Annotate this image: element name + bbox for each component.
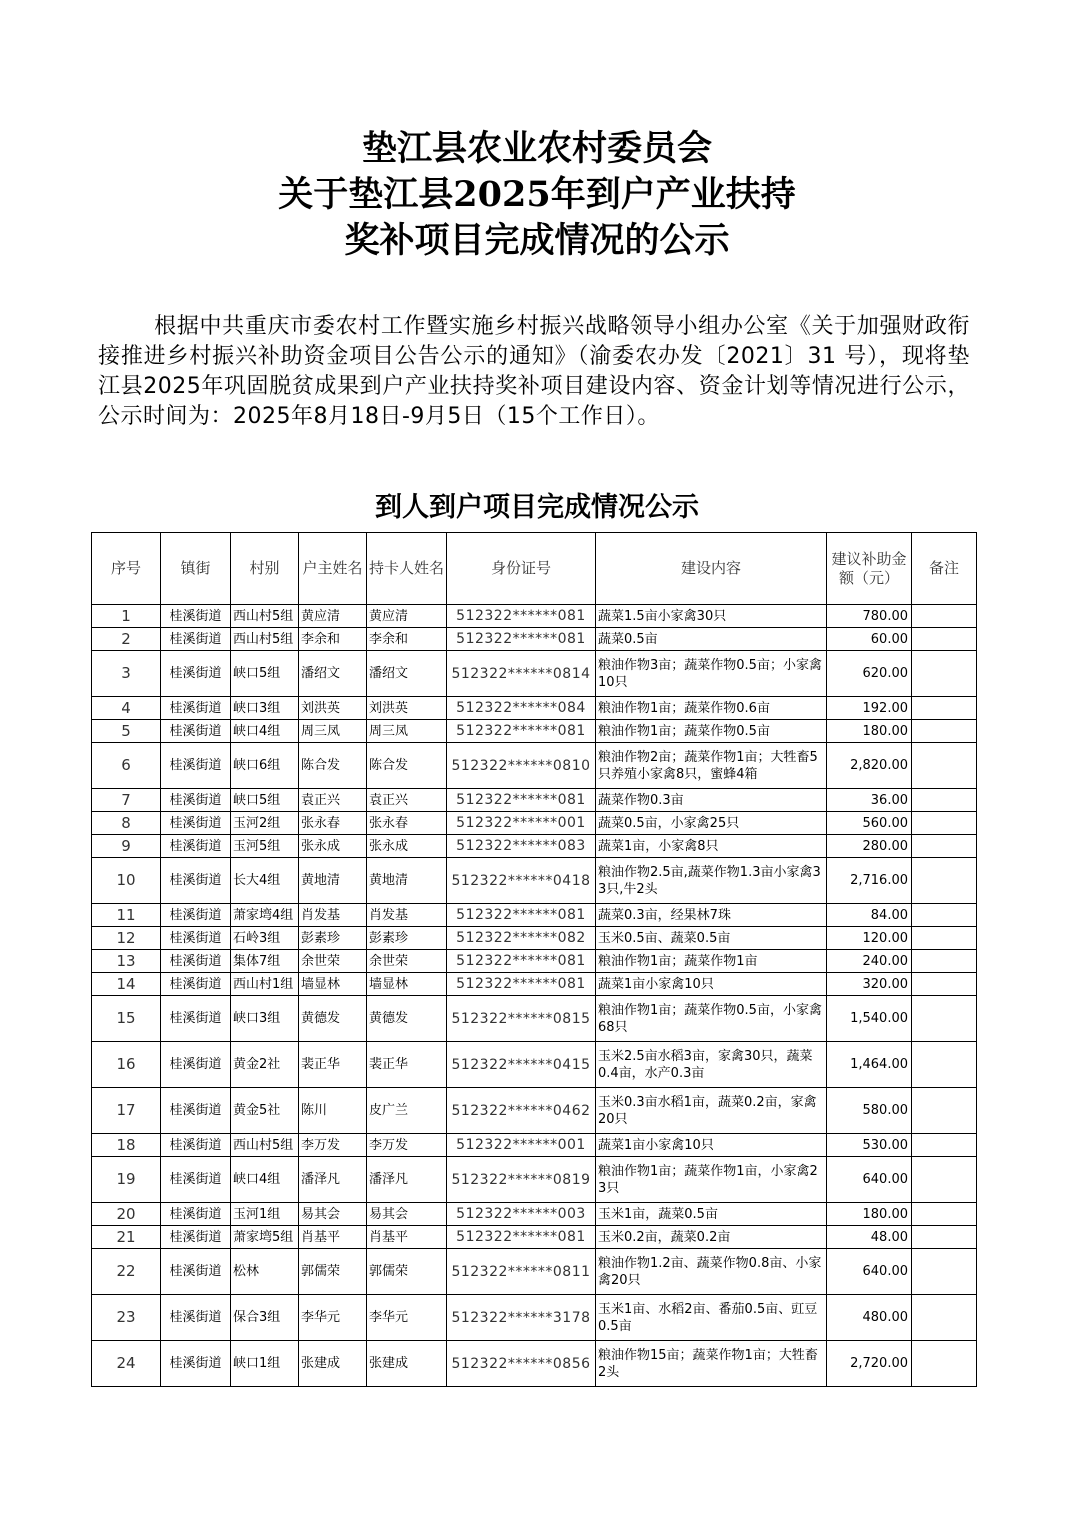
cell-amount: 480.00 — [827, 1295, 912, 1341]
cell-town: 桂溪街道 — [161, 927, 231, 950]
intro-paragraph — [98, 312, 970, 432]
cell-amount: 640.00 — [827, 1157, 912, 1203]
cell-head: 袁正兴 — [299, 789, 367, 812]
cell-id: 512322******0811 — [447, 1249, 596, 1295]
cell-id: 512322******0418 — [447, 858, 596, 904]
cell-town: 桂溪街道 — [161, 720, 231, 743]
cell-seq: 12 — [92, 927, 161, 950]
cell-id: 512322******081 — [447, 720, 596, 743]
cell-amount: 560.00 — [827, 812, 912, 835]
cell-seq: 5 — [92, 720, 161, 743]
cell-content: 粮油作物1亩；蔬菜作物0.5亩 — [596, 720, 827, 743]
cell-village: 峡口4组 — [231, 1157, 299, 1203]
cell-remark — [912, 1226, 977, 1249]
cell-id: 512322******3178 — [447, 1295, 596, 1341]
cell-seq: 13 — [92, 950, 161, 973]
cell-village: 峡口5组 — [231, 789, 299, 812]
cell-head: 李华元 — [299, 1295, 367, 1341]
cell-remark — [912, 996, 977, 1042]
cell-amount: 2,820.00 — [827, 743, 912, 789]
cell-content: 玉米0.2亩，蔬菜0.2亩 — [596, 1226, 827, 1249]
cell-id: 512322******084 — [447, 697, 596, 720]
cell-remark — [912, 1088, 977, 1134]
cell-holder: 裴正华 — [367, 1042, 447, 1088]
cell-village: 峡口4组 — [231, 720, 299, 743]
table-row — [92, 996, 977, 1042]
cell-village: 峡口3组 — [231, 697, 299, 720]
cell-village: 保合3组 — [231, 1295, 299, 1341]
cell-remark — [912, 605, 977, 628]
cell-holder: 黄德发 — [367, 996, 447, 1042]
cell-seq: 1 — [92, 605, 161, 628]
cell-remark — [912, 1203, 977, 1226]
cell-holder: 张永春 — [367, 812, 447, 835]
cell-id: 512322******003 — [447, 1203, 596, 1226]
cell-amount: 48.00 — [827, 1226, 912, 1249]
cell-town: 桂溪街道 — [161, 1134, 231, 1157]
cell-remark — [912, 1134, 977, 1157]
cell-head: 肖基平 — [299, 1226, 367, 1249]
cell-id: 512322******083 — [447, 835, 596, 858]
cell-seq: 9 — [92, 835, 161, 858]
cell-head: 裴正华 — [299, 1042, 367, 1088]
cell-head: 郭儒荣 — [299, 1249, 367, 1295]
cell-head: 易其会 — [299, 1203, 367, 1226]
cell-remark — [912, 1341, 977, 1387]
document-title — [0, 126, 1074, 264]
cell-town: 桂溪街道 — [161, 973, 231, 996]
cell-amount: 240.00 — [827, 950, 912, 973]
cell-holder: 袁正兴 — [367, 789, 447, 812]
cell-remark — [912, 904, 977, 927]
table-row — [92, 1042, 977, 1088]
cell-amount: 780.00 — [827, 605, 912, 628]
cell-holder: 易其会 — [367, 1203, 447, 1226]
cell-amount: 2,716.00 — [827, 858, 912, 904]
table-header-row — [92, 533, 977, 605]
header-holder: 持卡人姓名 — [367, 533, 447, 605]
header-content: 建设内容 — [596, 533, 827, 605]
header-village: 村别 — [231, 533, 299, 605]
cell-seq: 19 — [92, 1157, 161, 1203]
cell-head: 潘绍文 — [299, 651, 367, 697]
cell-seq: 4 — [92, 697, 161, 720]
cell-amount: 180.00 — [827, 720, 912, 743]
cell-holder: 刘洪英 — [367, 697, 447, 720]
cell-holder: 张建成 — [367, 1341, 447, 1387]
table-row — [92, 812, 977, 835]
cell-remark — [912, 1042, 977, 1088]
table-row — [92, 605, 977, 628]
cell-village: 峡口5组 — [231, 651, 299, 697]
cell-remark — [912, 858, 977, 904]
cell-remark — [912, 697, 977, 720]
table-row — [92, 1088, 977, 1134]
table-row — [92, 927, 977, 950]
cell-remark — [912, 973, 977, 996]
cell-id: 512322******0814 — [447, 651, 596, 697]
cell-amount: 192.00 — [827, 697, 912, 720]
cell-town: 桂溪街道 — [161, 812, 231, 835]
title-line-2: 关于垫江县2025年到户产业扶持 — [278, 174, 796, 215]
cell-holder: 墙显林 — [367, 973, 447, 996]
cell-village: 玉河5组 — [231, 835, 299, 858]
cell-amount: 1,464.00 — [827, 1042, 912, 1088]
cell-content: 蔬菜作物0.3亩 — [596, 789, 827, 812]
table-row — [92, 651, 977, 697]
cell-village: 松林 — [231, 1249, 299, 1295]
cell-amount: 60.00 — [827, 628, 912, 651]
cell-head: 张永成 — [299, 835, 367, 858]
cell-id: 512322******081 — [447, 904, 596, 927]
cell-village: 峡口3组 — [231, 996, 299, 1042]
cell-seq: 10 — [92, 858, 161, 904]
table-row — [92, 973, 977, 996]
cell-head: 黄德发 — [299, 996, 367, 1042]
cell-content: 粮油作物1亩；蔬菜作物0.6亩 — [596, 697, 827, 720]
cell-head: 彭素珍 — [299, 927, 367, 950]
cell-content: 粮油作物2.5亩,蔬菜作物1.3亩小家禽33只,牛2头 — [596, 858, 827, 904]
cell-village: 黄金2社 — [231, 1042, 299, 1088]
cell-remark — [912, 628, 977, 651]
cell-head: 余世荣 — [299, 950, 367, 973]
cell-head: 周三凤 — [299, 720, 367, 743]
cell-holder: 皮广兰 — [367, 1088, 447, 1134]
cell-holder: 潘泽凡 — [367, 1157, 447, 1203]
cell-village: 萧家塆5组 — [231, 1226, 299, 1249]
cell-head: 墙显林 — [299, 973, 367, 996]
cell-seq: 21 — [92, 1226, 161, 1249]
cell-town: 桂溪街道 — [161, 1249, 231, 1295]
cell-remark — [912, 1295, 977, 1341]
cell-seq: 3 — [92, 651, 161, 697]
table-row — [92, 1203, 977, 1226]
cell-holder: 余世荣 — [367, 950, 447, 973]
cell-seq: 17 — [92, 1088, 161, 1134]
cell-seq: 18 — [92, 1134, 161, 1157]
cell-id: 512322******0810 — [447, 743, 596, 789]
cell-village: 西山村5组 — [231, 628, 299, 651]
cell-remark — [912, 812, 977, 835]
cell-town: 桂溪街道 — [161, 1157, 231, 1203]
cell-amount: 320.00 — [827, 973, 912, 996]
cell-town: 桂溪街道 — [161, 1088, 231, 1134]
cell-holder: 潘绍文 — [367, 651, 447, 697]
cell-id: 512322******0856 — [447, 1341, 596, 1387]
header-remark: 备注 — [912, 533, 977, 605]
cell-town: 桂溪街道 — [161, 950, 231, 973]
cell-holder: 黄地清 — [367, 858, 447, 904]
cell-head: 肖发基 — [299, 904, 367, 927]
cell-holder: 张永成 — [367, 835, 447, 858]
header-town: 镇街 — [161, 533, 231, 605]
header-amount: 建议补助金额（元） — [827, 533, 912, 605]
cell-head: 李万发 — [299, 1134, 367, 1157]
cell-village: 西山村5组 — [231, 605, 299, 628]
cell-content: 粮油作物1亩；蔬菜作物0.5亩，小家禽68只 — [596, 996, 827, 1042]
cell-holder: 李万发 — [367, 1134, 447, 1157]
cell-content: 蔬菜0.3亩，经果林7珠 — [596, 904, 827, 927]
cell-seq: 15 — [92, 996, 161, 1042]
cell-content: 蔬菜1亩小家禽10只 — [596, 1134, 827, 1157]
cell-town: 桂溪街道 — [161, 789, 231, 812]
cell-village: 峡口6组 — [231, 743, 299, 789]
cell-remark — [912, 651, 977, 697]
cell-village: 长大4组 — [231, 858, 299, 904]
cell-holder: 李余和 — [367, 628, 447, 651]
cell-remark — [912, 743, 977, 789]
cell-amount: 530.00 — [827, 1134, 912, 1157]
cell-content: 玉米2.5亩水稻3亩，家禽30只，蔬菜0.4亩，水产0.3亩 — [596, 1042, 827, 1088]
cell-remark — [912, 1249, 977, 1295]
cell-content: 粮油作物1亩；蔬菜作物1亩 — [596, 950, 827, 973]
cell-village: 黄金5社 — [231, 1088, 299, 1134]
cell-town: 桂溪街道 — [161, 743, 231, 789]
cell-seq: 2 — [92, 628, 161, 651]
title-line-3: 奖补项目完成情况的公示 — [344, 220, 730, 261]
cell-id: 512322******0815 — [447, 996, 596, 1042]
project-table — [91, 532, 977, 1387]
header-id: 身份证号 — [447, 533, 596, 605]
cell-head: 刘洪英 — [299, 697, 367, 720]
cell-content: 粮油作物1亩；蔬菜作物1亩，小家禽23只 — [596, 1157, 827, 1203]
cell-amount: 620.00 — [827, 651, 912, 697]
cell-holder: 彭素珍 — [367, 927, 447, 950]
cell-amount: 36.00 — [827, 789, 912, 812]
cell-id: 512322******081 — [447, 973, 596, 996]
cell-content: 蔬菜1.5亩小家禽30只 — [596, 605, 827, 628]
cell-content: 蔬菜0.5亩 — [596, 628, 827, 651]
cell-id: 512322******0462 — [447, 1088, 596, 1134]
cell-holder: 肖发基 — [367, 904, 447, 927]
table-row — [92, 743, 977, 789]
cell-id: 512322******0415 — [447, 1042, 596, 1088]
cell-town: 桂溪街道 — [161, 835, 231, 858]
cell-holder: 郭儒荣 — [367, 1249, 447, 1295]
cell-town: 桂溪街道 — [161, 858, 231, 904]
cell-content: 粮油作物2亩；蔬菜作物1亩；大牲畜5只养殖小家禽8只，蜜蜂4箱 — [596, 743, 827, 789]
cell-head: 张永春 — [299, 812, 367, 835]
cell-content: 粮油作物1.2亩、蔬菜作物0.8亩、小家禽20只 — [596, 1249, 827, 1295]
table-row — [92, 1295, 977, 1341]
cell-town: 桂溪街道 — [161, 904, 231, 927]
cell-seq: 22 — [92, 1249, 161, 1295]
cell-amount: 180.00 — [827, 1203, 912, 1226]
table-row — [92, 720, 977, 743]
cell-seq: 11 — [92, 904, 161, 927]
cell-remark — [912, 720, 977, 743]
cell-town: 桂溪街道 — [161, 1295, 231, 1341]
cell-id: 512322******081 — [447, 605, 596, 628]
cell-id: 512322******001 — [447, 812, 596, 835]
cell-amount: 2,720.00 — [827, 1341, 912, 1387]
cell-seq: 24 — [92, 1341, 161, 1387]
cell-amount: 1,540.00 — [827, 996, 912, 1042]
cell-town: 桂溪街道 — [161, 605, 231, 628]
table-row — [92, 1226, 977, 1249]
cell-seq: 16 — [92, 1042, 161, 1088]
cell-content: 粮油作物15亩；蔬菜作物1亩；大牲畜2头 — [596, 1341, 827, 1387]
cell-id: 512322******001 — [447, 1134, 596, 1157]
cell-id: 512322******081 — [447, 1226, 596, 1249]
cell-holder: 肖基平 — [367, 1226, 447, 1249]
cell-holder: 黄应清 — [367, 605, 447, 628]
cell-town: 桂溪街道 — [161, 697, 231, 720]
cell-head: 陈川 — [299, 1088, 367, 1134]
cell-content: 玉米0.3亩水稻1亩，蔬菜0.2亩，家禽20只 — [596, 1088, 827, 1134]
cell-holder: 陈合发 — [367, 743, 447, 789]
cell-holder: 李华元 — [367, 1295, 447, 1341]
cell-village: 石岭3组 — [231, 927, 299, 950]
cell-content: 粮油作物3亩；蔬菜作物0.5亩；小家禽10只 — [596, 651, 827, 697]
cell-seq: 20 — [92, 1203, 161, 1226]
intro-text: 根据中共重庆市委农村工作暨实施乡村振兴战略领导小组办公室《关于加强财政衔接推进乡村振兴补助资金项目公告公示的通知》（渝委农办发〔2021〕31 号），现将垫江县2025年巩固脱贫成果到户产业扶持奖补项目建设内容、资金计划等情况进行公示，公示时间为：2025年8月18日-9月5日（15个工作日）。 — [98, 314, 970, 429]
cell-id: 512322******081 — [447, 628, 596, 651]
cell-village: 西山村5组 — [231, 1134, 299, 1157]
cell-remark — [912, 1157, 977, 1203]
cell-town: 桂溪街道 — [161, 1203, 231, 1226]
table-row — [92, 858, 977, 904]
cell-holder: 周三凤 — [367, 720, 447, 743]
cell-seq: 23 — [92, 1295, 161, 1341]
cell-village: 玉河2组 — [231, 812, 299, 835]
cell-town: 桂溪街道 — [161, 1042, 231, 1088]
table-row — [92, 789, 977, 812]
cell-town: 桂溪街道 — [161, 628, 231, 651]
table-row — [92, 1249, 977, 1295]
header-seq: 序号 — [92, 533, 161, 605]
table-row — [92, 1157, 977, 1203]
cell-village: 峡口1组 — [231, 1341, 299, 1387]
cell-village: 玉河1组 — [231, 1203, 299, 1226]
table-row — [92, 628, 977, 651]
cell-seq: 6 — [92, 743, 161, 789]
cell-amount: 280.00 — [827, 835, 912, 858]
cell-amount: 580.00 — [827, 1088, 912, 1134]
cell-head: 黄地清 — [299, 858, 367, 904]
header-head: 户主姓名 — [299, 533, 367, 605]
cell-village: 萧家塆4组 — [231, 904, 299, 927]
cell-seq: 8 — [92, 812, 161, 835]
cell-content: 蔬菜1亩小家禽10只 — [596, 973, 827, 996]
cell-content: 玉米1亩、水稻2亩、番茄0.5亩、豇豆0.5亩 — [596, 1295, 827, 1341]
cell-remark — [912, 950, 977, 973]
cell-town: 桂溪街道 — [161, 651, 231, 697]
cell-head: 张建成 — [299, 1341, 367, 1387]
title-line-1: 垫江县农业农村委员会 — [361, 128, 712, 169]
table-body — [92, 605, 977, 1387]
cell-village: 西山村1组 — [231, 973, 299, 996]
cell-amount: 640.00 — [827, 1249, 912, 1295]
cell-id: 512322******081 — [447, 950, 596, 973]
cell-id: 512322******081 — [447, 789, 596, 812]
cell-content: 蔬菜0.5亩，小家禽25只 — [596, 812, 827, 835]
table-row — [92, 835, 977, 858]
cell-town: 桂溪街道 — [161, 996, 231, 1042]
cell-id: 512322******0819 — [447, 1157, 596, 1203]
cell-seq: 7 — [92, 789, 161, 812]
cell-village: 集体7组 — [231, 950, 299, 973]
cell-amount: 84.00 — [827, 904, 912, 927]
table-row — [92, 1341, 977, 1387]
cell-seq: 14 — [92, 973, 161, 996]
cell-amount: 120.00 — [827, 927, 912, 950]
cell-head: 黄应清 — [299, 605, 367, 628]
cell-remark — [912, 789, 977, 812]
cell-town: 桂溪街道 — [161, 1341, 231, 1387]
table-row — [92, 1134, 977, 1157]
cell-content: 玉米1亩，蔬菜0.5亩 — [596, 1203, 827, 1226]
cell-content: 玉米0.5亩、蔬菜0.5亩 — [596, 927, 827, 950]
table-row — [92, 950, 977, 973]
cell-remark — [912, 927, 977, 950]
cell-head: 陈合发 — [299, 743, 367, 789]
cell-id: 512322******082 — [447, 927, 596, 950]
table-title: 到人到户项目完成情况公示 — [375, 492, 699, 523]
cell-content: 蔬菜1亩，小家禽8只 — [596, 835, 827, 858]
table-row — [92, 904, 977, 927]
table-row — [92, 697, 977, 720]
cell-remark — [912, 835, 977, 858]
cell-head: 李余和 — [299, 628, 367, 651]
cell-head: 潘泽凡 — [299, 1157, 367, 1203]
cell-town: 桂溪街道 — [161, 1226, 231, 1249]
